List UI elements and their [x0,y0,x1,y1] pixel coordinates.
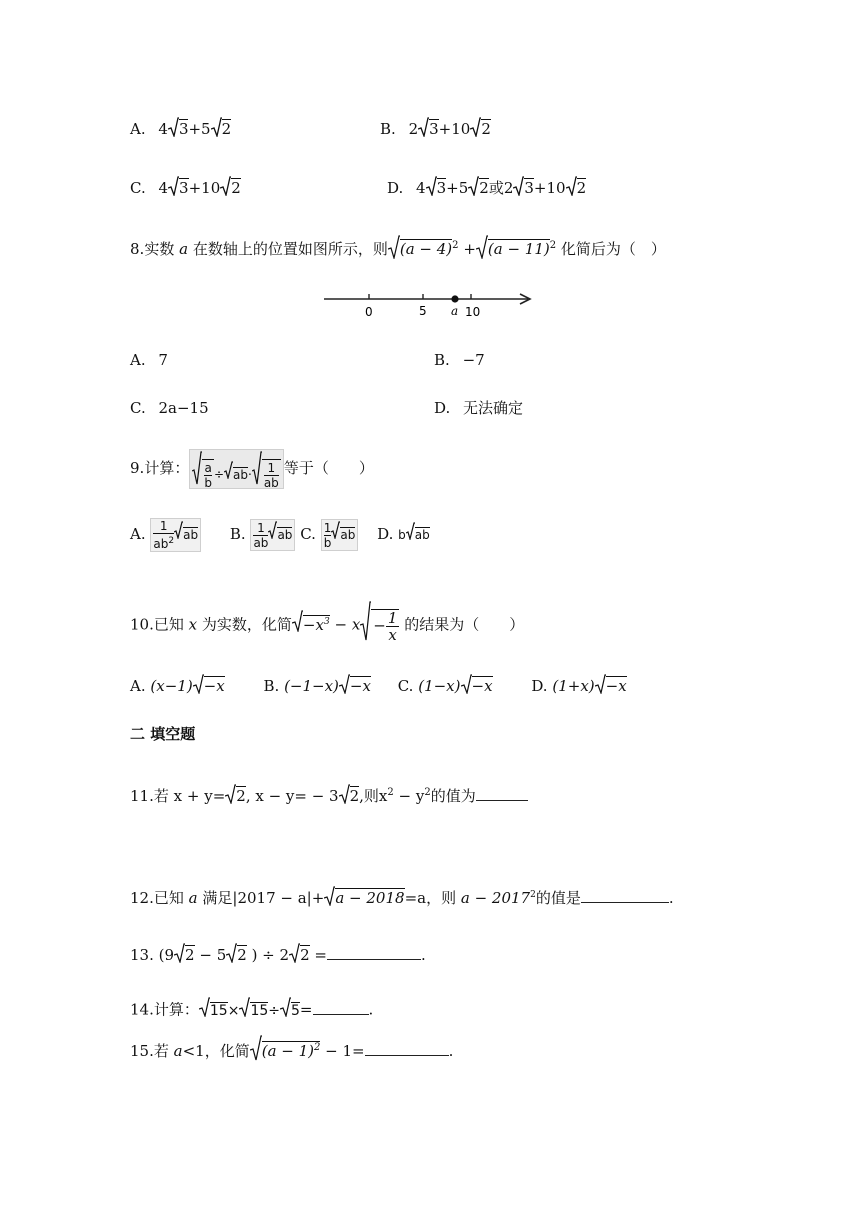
exponent: 2 [452,240,459,251]
q8-option-b [434,349,485,371]
radicand: 15 [250,1002,269,1019]
radical-sign [426,176,437,202]
option-label: A. [130,677,146,695]
stem-text: 计算： [153,1000,199,1019]
radicand: ab [183,527,199,542]
option-label: D. [377,525,394,543]
answer-blank[interactable] [313,998,369,1015]
stem-text: 已知 [153,615,184,634]
q8-option-d [434,397,523,419]
option-label: C. [130,179,146,197]
coef: (1+x) [552,677,595,695]
option-text: 无法确定 [463,399,524,417]
plus-sign: + [463,240,476,258]
question-number: 15. [130,1042,154,1060]
term: +10 [188,179,221,197]
times-sign: × [227,1002,240,1019]
radical-sign [224,457,233,493]
point-label-a: a [451,304,459,318]
q7-option-a [130,117,231,143]
coef: 2 [408,120,419,138]
coef: 4 [158,120,168,138]
fraction [324,521,332,550]
expr: a − 2017 [460,889,531,907]
radicand: ab [414,528,430,542]
option-text: 7 [158,351,168,369]
option-label: B. [229,525,246,543]
radicand: 2 [237,946,247,964]
fraction [253,521,268,550]
stem-text: 若 [153,1042,169,1060]
option-d-image [398,528,430,542]
radical-sign [339,674,350,700]
exponent: 2 [314,1042,321,1053]
q8-stem [130,235,666,265]
radical-sign [225,784,236,810]
variable: a [188,889,198,907]
expression-image [189,449,283,489]
stem-text: =a，则 [404,889,457,907]
stem-text: <1，化简 [182,1042,250,1060]
denominator: ab [253,535,269,550]
option-label: B. [434,351,450,369]
fraction [202,459,214,491]
radical-sign [566,176,577,202]
q9-stem [130,449,374,489]
abs-expr: |2017 − a| [232,889,312,907]
option-label: C. [397,677,414,695]
radical-sign [239,997,250,1024]
q10-options [130,674,627,700]
question-number: 11. [130,787,154,805]
period: . [420,946,426,964]
answer-blank[interactable] [365,1039,449,1056]
variable: x [188,615,198,634]
q9-options [130,518,430,552]
stem-text: 等于（ ） [283,459,374,477]
question-number: 12. [130,889,154,907]
radicand: −x [605,677,627,695]
expr: , x − y= − 3 [245,787,339,805]
radical-sign [360,601,371,650]
exponent: 2 [549,240,557,251]
radical-sign [461,674,472,700]
radicand: 2 [479,179,489,197]
radicand: 2 [481,120,491,138]
radical-sign [211,117,222,143]
coef: (1−x) [418,677,461,695]
radicand: 2 [221,120,232,138]
divide-sign: ÷ [268,1002,280,1019]
q8-option-a [130,349,168,371]
radicand: 3 [178,120,189,138]
expr: ) ÷ 2 [246,946,290,964]
term: +5 [188,120,211,138]
answer-blank[interactable] [476,784,528,801]
denominator: ab [263,476,279,490]
q14 [130,997,373,1024]
term: +10 [438,120,471,138]
radicand: ab [340,527,356,542]
exponent: 2 [530,890,536,900]
radical-sign [220,176,231,202]
minus-sign: − [373,616,386,634]
radicand: −x [471,677,493,695]
radicand: 3 [524,179,534,197]
denominator: x [388,625,397,644]
expr: ,则x [359,787,388,805]
option-label: A. [130,351,146,369]
coef: 4 [158,179,169,197]
q7-option-b [380,117,491,143]
radicand: −x [349,677,371,695]
expr: x + y= [173,787,226,805]
dot-sign: · [248,467,252,482]
numerator: 1 [153,519,174,534]
fraction [153,519,174,551]
radical-sign [193,674,204,700]
radicand: −x [302,615,324,634]
q12 [130,884,674,912]
answer-blank[interactable] [327,943,421,960]
coef: 4 [416,179,426,197]
numerator: 1 [253,521,268,536]
radicand: (a − 1) [261,1042,315,1060]
radicand: ab [277,527,293,542]
radical-sign [252,451,262,499]
answer-blank[interactable] [581,886,669,903]
question-number: 9. [130,459,145,477]
variable: a [173,1042,183,1060]
numerator: 1 [387,608,398,627]
option-text: −7 [462,351,485,369]
radical-sign [292,610,303,641]
q10-stem [130,601,524,650]
fraction [262,459,281,491]
radical-sign [418,117,429,143]
or-word: 或 [488,179,504,197]
option-label: C. [130,399,146,417]
equals-sign: = [309,946,327,964]
radical-sign [289,943,300,969]
coef: 2 [503,179,514,197]
stem-text: 化简后为（ ） [560,240,666,258]
exponent: 2 [424,787,431,798]
equals-sign: = [299,1000,313,1019]
question-number: 8. [130,240,145,258]
radical-sign [388,235,400,265]
exponent: 2 [168,536,175,546]
radical-sign [280,997,291,1024]
coef: b [398,528,406,542]
option-label: D. [531,677,548,695]
divide-sign: ÷ [213,467,225,482]
radicand: 2 [185,946,195,964]
option-label: D. [387,179,404,197]
stem-text: 已知 [153,889,184,907]
tick-label-10: 10 [465,305,481,319]
q15 [130,1035,453,1069]
radical-sign [174,943,185,969]
expr: (9 [158,946,175,964]
radicand: (a − 11) [487,240,550,258]
fraction [386,610,400,643]
stem-text: 为实数，化简 [201,615,292,634]
stem-text: 满足 [202,889,233,907]
coef: x [351,615,361,634]
exponent: 2 [387,787,394,798]
term: +10 [533,179,566,197]
radicand: (a − 4) [399,240,453,258]
radicand: −x [203,677,225,695]
stem-text: 计算： [144,459,190,477]
denominator: ab [153,537,169,551]
radical-sign [226,943,237,969]
stem-text: 的值为 [430,787,476,805]
radical-sign [476,235,488,265]
term: +5 [446,179,469,197]
tick-label-5: 5 [419,304,427,318]
coef: (−1−x) [284,677,339,695]
option-label: D. [434,399,451,417]
denominator: b [323,535,332,550]
expr: − 5 [194,946,227,964]
radical-sign [174,520,183,550]
period: . [668,889,674,907]
option-label: A. [130,525,146,543]
question-number: 13. [130,946,154,964]
radical-sign [339,784,350,810]
radicand: a − 2018 [335,889,405,907]
radicand: 2 [300,946,310,964]
period: . [448,1042,454,1060]
radical-sign [406,521,415,551]
radicand: 15 [209,1002,228,1019]
number-line-figure [318,286,538,320]
numerator: 1 [323,520,332,535]
radicand: 2 [236,787,246,805]
radicand: 3 [179,179,189,197]
stem-text: 若 [153,787,169,805]
q11 [130,782,528,810]
radical-sign [324,886,335,912]
radical-sign [168,176,179,202]
exponent: 3 [323,616,330,627]
coef: (x−1) [150,677,193,695]
minus-sign: − [334,615,348,634]
option-label: A. [130,120,146,138]
q7-option-d [387,176,586,202]
radicand: 3 [436,179,447,197]
q8-option-c [130,397,209,419]
option-c-image [321,519,359,552]
stem-text: 的值是 [535,889,581,907]
stem-text: 在数轴上的位置如图所示，则 [192,240,388,258]
q13 [130,943,426,969]
stem-text: 实数 [144,240,175,258]
radicand: 2 [231,179,241,197]
stem-text: 的结果为（ ） [404,615,525,634]
question-number: 14. [130,1000,154,1019]
radical-sign [250,1035,262,1069]
radical-sign [595,674,606,700]
radicand: 2 [349,787,360,805]
radical-sign [470,117,481,143]
fraction-group [371,609,399,643]
option-b-image [250,519,295,552]
radical-sign [468,176,479,202]
radical-sign [192,451,202,499]
radical-sign [199,997,210,1024]
variable: a [179,240,189,258]
expr: − y [393,787,425,805]
question-number: 10. [130,615,154,634]
expr: − 1= [320,1042,365,1060]
option-a-image [150,518,201,552]
radicand: ab [233,467,248,482]
radical-sign [168,117,179,143]
section-heading: 二 填空题 [130,725,196,743]
numerator: 1 [264,461,279,476]
option-text: 2a−15 [158,399,209,417]
q7-option-c [130,176,241,202]
denominator: b [204,476,212,490]
period: . [368,1000,374,1019]
numerator: a [204,461,212,475]
radicand: 5 [291,1002,300,1019]
point-a [451,295,458,302]
option-label: B. [263,677,280,695]
radical-sign [513,176,524,202]
tick-label-0: 0 [365,305,373,319]
radical-sign [331,520,340,550]
radicand: 3 [429,120,439,138]
option-label: C. [300,525,316,543]
plus-sign: + [311,889,325,907]
radicand: 2 [576,179,587,197]
option-label: B. [380,120,396,138]
